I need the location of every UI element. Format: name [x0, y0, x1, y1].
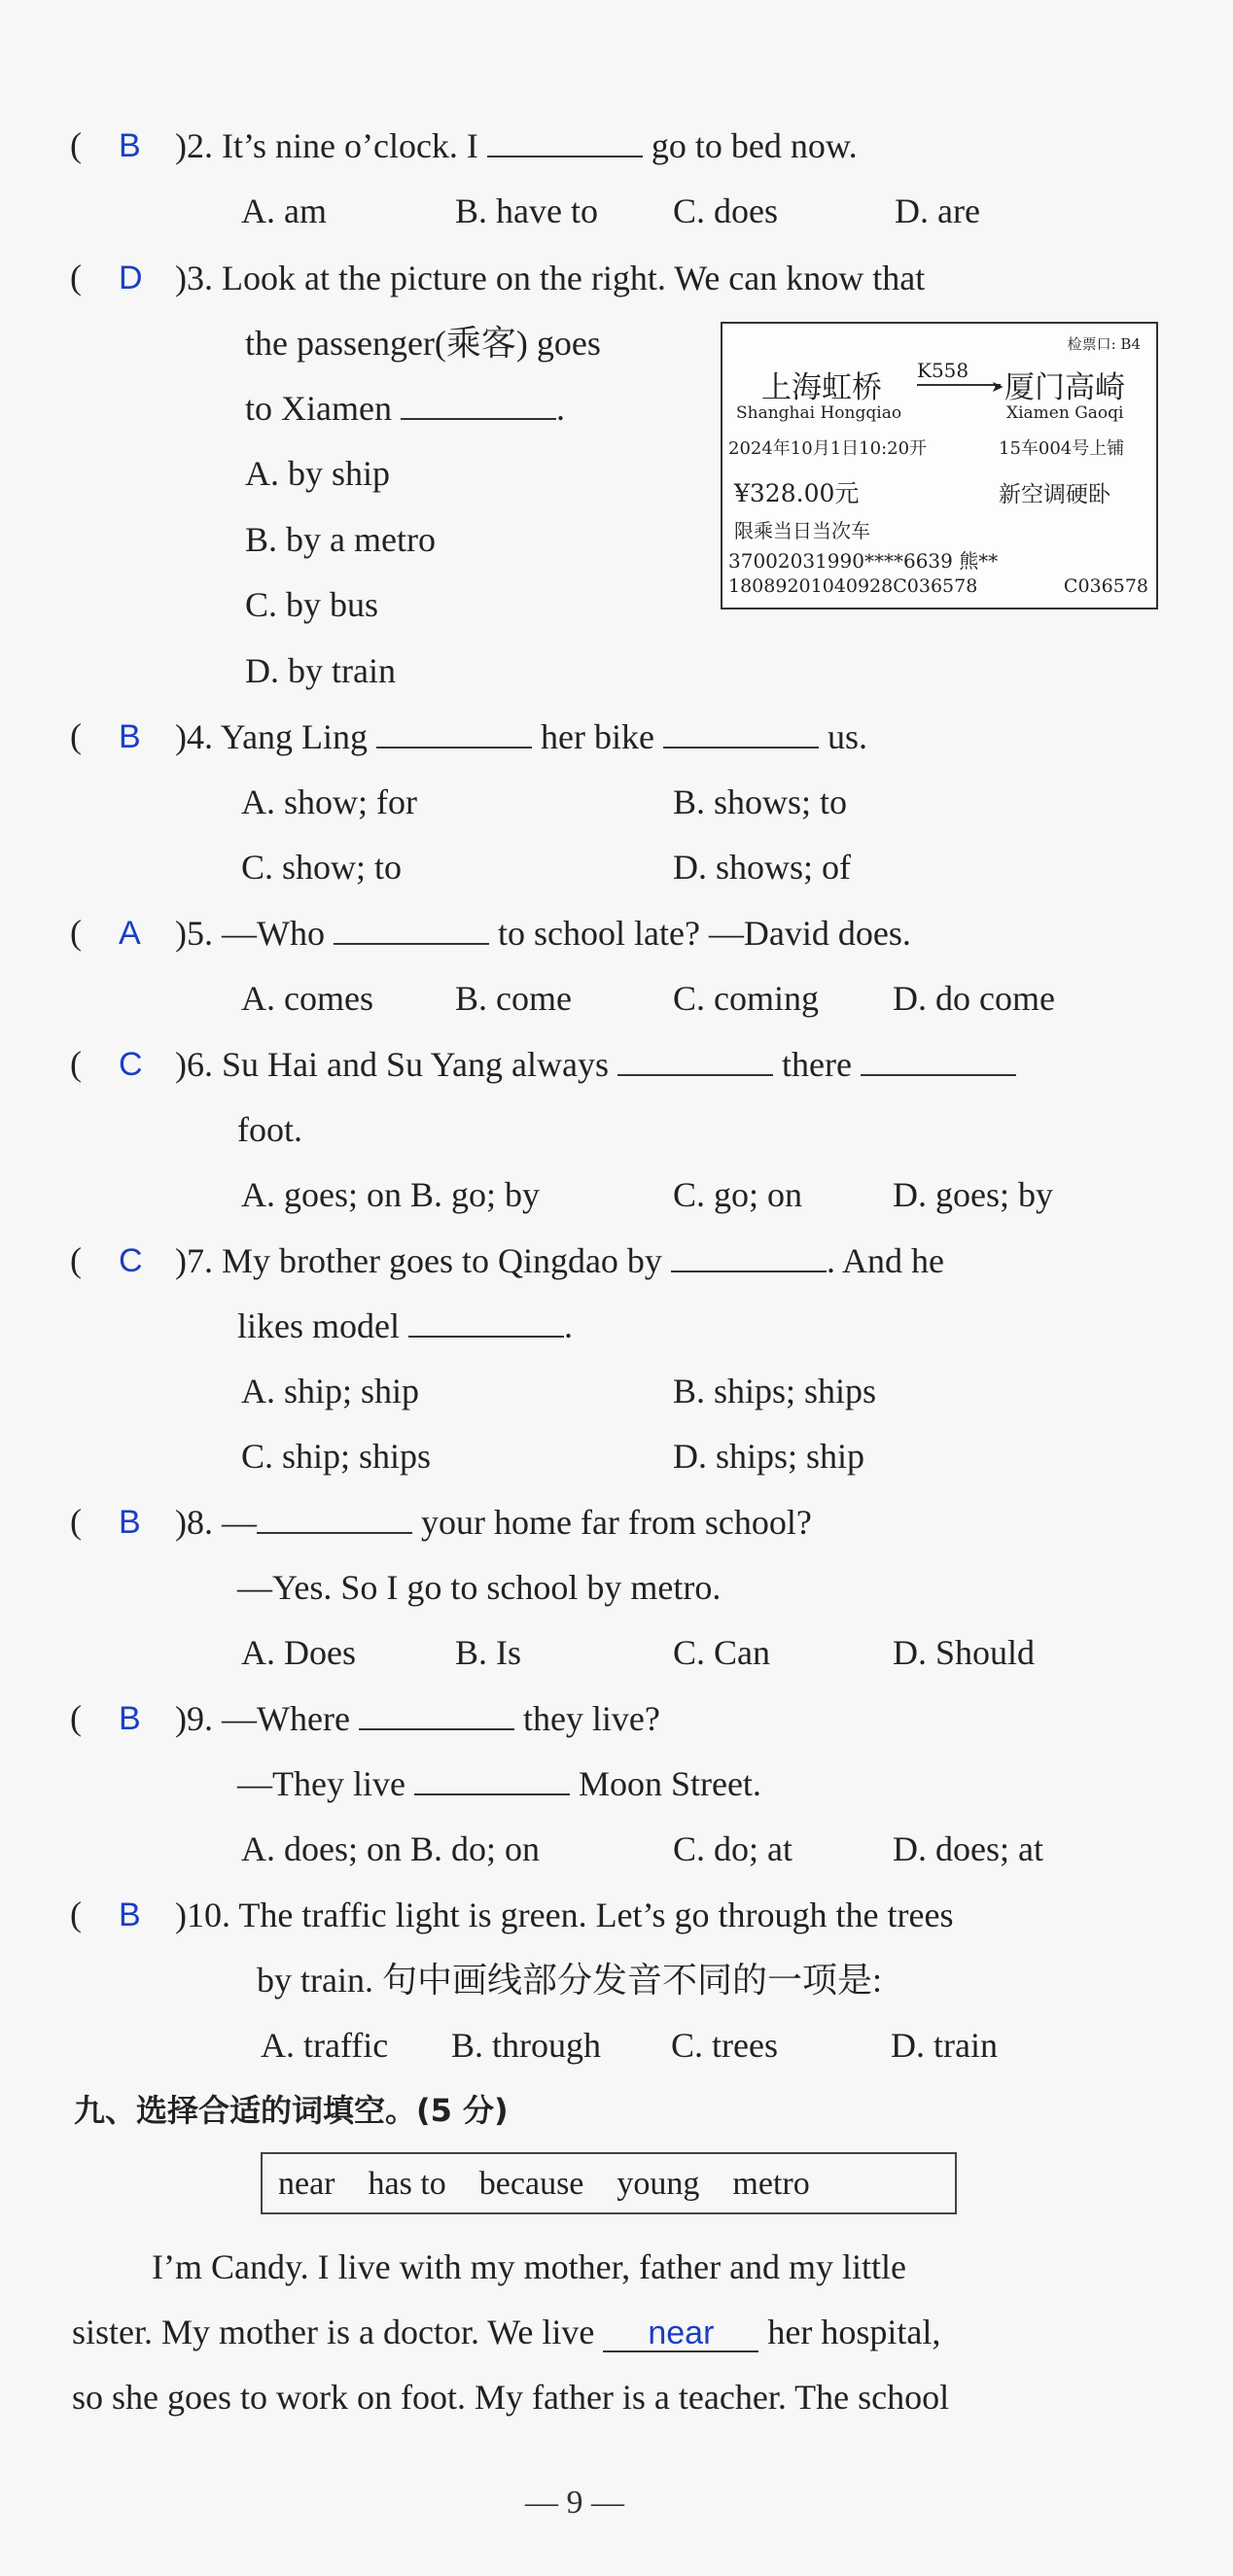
q9-answer: B [119, 1700, 141, 1737]
q3-line2: the passenger(乘客) goes [245, 324, 601, 363]
q10-option-c: C. trees [671, 2026, 778, 2065]
q7-stem: )7. My brother goes to Qingdao by . And he [175, 1241, 944, 1280]
ticket-from-en: Shanghai Hongqiao [736, 403, 902, 423]
q4-option-d: D. shows; of [673, 848, 852, 887]
q7-answer: C [119, 1242, 143, 1279]
q5-answer: A [119, 915, 141, 952]
blank [359, 1699, 514, 1730]
answer-paren: ( [70, 1240, 82, 1279]
q3-stem: )3. Look at the picture on the right. We can know that [175, 259, 926, 297]
q8-stem: )8. — your home far from school? [175, 1503, 812, 1542]
q5-option-b: B. come [455, 979, 572, 1018]
q5-option-d: D. do come [893, 979, 1055, 1018]
word-bank-item: young [616, 2166, 700, 2202]
q6-answer: C [119, 1046, 143, 1083]
q3-option-c: C. by bus [245, 585, 379, 624]
word-bank-item: because [478, 2166, 584, 2202]
q2-stem: )2. It’s nine o’clock. I go to bed now. [175, 126, 858, 165]
q9-stem: )9. —Where they live? [175, 1699, 660, 1738]
q3-option-a: A. by ship [245, 454, 391, 493]
blank [334, 914, 489, 945]
train-ticket [721, 322, 1158, 609]
q2-option-b: B. have to [455, 191, 598, 230]
q3-answer: D [119, 260, 143, 296]
q7-line2: likes model . [237, 1306, 573, 1345]
answer-paren: ( [70, 716, 82, 755]
q7-option-c: C. ship; ships [241, 1437, 432, 1476]
q8-option-c: C. Can [673, 1633, 771, 1672]
passage-line-2: sister. My mother is a doctor. We live near her hospital, [72, 2313, 941, 2351]
q7-option-b: B. ships; ships [673, 1372, 877, 1410]
answer-paren: ( [70, 125, 82, 164]
ticket-seat: 15车004号上铺 [999, 438, 1125, 459]
ticket-note: 限乘当日当次车 [734, 519, 870, 542]
q10-stem: )10. The traffic light is green. Let’s go through the trees [175, 1896, 954, 1934]
q10-option-a: A. traffic [261, 2026, 389, 2065]
q8-line2: —Yes. So I go to school by metro. [237, 1568, 722, 1607]
answer-paren: ( [70, 1895, 82, 1933]
q5-stem: )5. —Who to school late? —David does. [175, 914, 911, 953]
q10-answer: B [119, 1897, 141, 1933]
q10-line2: by train. 句中画线部分发音不同的一项是: [257, 1961, 882, 2000]
q10-option-b: B. through [451, 2026, 602, 2065]
ticket-gate: 检票口: B4 [1067, 335, 1141, 353]
q3-option-d: D. by train [245, 651, 396, 690]
q2-answer: B [119, 127, 141, 164]
q4-stem: )4. Yang Ling her bike us. [175, 717, 868, 756]
blank [487, 126, 643, 157]
q2-option-d: D. are [895, 191, 980, 230]
ticket-from-cn: 上海虹桥 [761, 370, 882, 405]
q8-option-d: D. Should [893, 1633, 1036, 1672]
blank [671, 1241, 827, 1272]
q4-option-b: B. shows; to [673, 783, 848, 821]
q10-option-d: D. train [891, 2026, 998, 2065]
passage-line-3: so she goes to work on foot. My father is a teacher. The school [72, 2378, 950, 2417]
q7-option-a: A. ship; ship [241, 1372, 420, 1410]
blank [401, 389, 556, 420]
ticket-serial: 18089201040928C036578 [728, 575, 978, 597]
ticket-to-en: Xiamen Gaoqi [1006, 403, 1124, 423]
q6-option-d: D. goes; by [893, 1175, 1053, 1214]
q6-option-c: C. go; on [673, 1175, 803, 1214]
page-number: — 9 — [525, 2485, 624, 2521]
word-bank-item: has to [368, 2166, 446, 2202]
q6-line2: foot. [237, 1110, 302, 1149]
q3-option-b: B. by a metro [245, 520, 436, 559]
ticket-id: 37002031990****6639 熊** [728, 549, 999, 573]
answer-paren: ( [70, 1044, 82, 1083]
ticket-code: C036578 [1063, 575, 1148, 597]
q4-answer: B [119, 718, 141, 755]
q3-line3: to Xiamen . [245, 389, 565, 428]
q2-option-c: C. does [673, 191, 778, 230]
blank [663, 717, 819, 748]
word-bank-item: near [278, 2166, 335, 2202]
ticket-price: ¥328.00元 [734, 479, 860, 507]
ticket-arrow-head: ➤ [991, 377, 1004, 396]
word-bank [261, 2152, 957, 2214]
ticket-to-cn: 厦门高崎 [1004, 370, 1125, 405]
q7-option-d: D. ships; ship [673, 1437, 865, 1476]
blank [861, 1045, 1016, 1076]
q6-option-ab: A. goes; on B. go; by [241, 1175, 541, 1214]
q9-option-d: D. does; at [893, 1829, 1043, 1868]
q5-option-c: C. coming [673, 979, 819, 1018]
answer-paren: ( [70, 1502, 82, 1541]
q9-option-ab: A. does; on B. do; on [241, 1829, 541, 1868]
q4-option-c: C. show; to [241, 848, 403, 887]
answer-paren: ( [70, 258, 82, 296]
q8-answer: B [119, 1504, 141, 1541]
q4-option-a: A. show; for [241, 783, 417, 821]
word-bank-item: metro [732, 2166, 810, 2202]
passage-answer-near: near [603, 2315, 758, 2352]
blank [376, 717, 532, 748]
answer-paren: ( [70, 913, 82, 952]
blank [408, 1306, 564, 1338]
section-heading: 九、选择合适的词填空。(5 分) [74, 2092, 509, 2129]
ticket-train-number: K558 [917, 359, 969, 382]
ticket-arrow [917, 384, 1001, 386]
answer-paren: ( [70, 1698, 82, 1737]
q6-stem: )6. Su Hai and Su Yang always there [175, 1043, 1016, 1086]
q9-option-c: C. do; at [673, 1829, 793, 1868]
q9-line2: —They live Moon Street. [237, 1764, 761, 1803]
blank [414, 1764, 570, 1795]
q2-option-a: A. am [241, 191, 327, 230]
q8-option-a: A. Does [241, 1633, 356, 1672]
passage-line-1: I’m Candy. I live with my mother, father and my little [152, 2247, 907, 2286]
q8-option-b: B. Is [455, 1633, 522, 1672]
ticket-seat-type: 新空调硬卧 [999, 482, 1110, 507]
blank [617, 1045, 773, 1076]
ticket-datetime: 2024年10月1日10:20开 [728, 438, 928, 459]
q5-option-a: A. comes [241, 979, 373, 1018]
blank [257, 1503, 412, 1534]
